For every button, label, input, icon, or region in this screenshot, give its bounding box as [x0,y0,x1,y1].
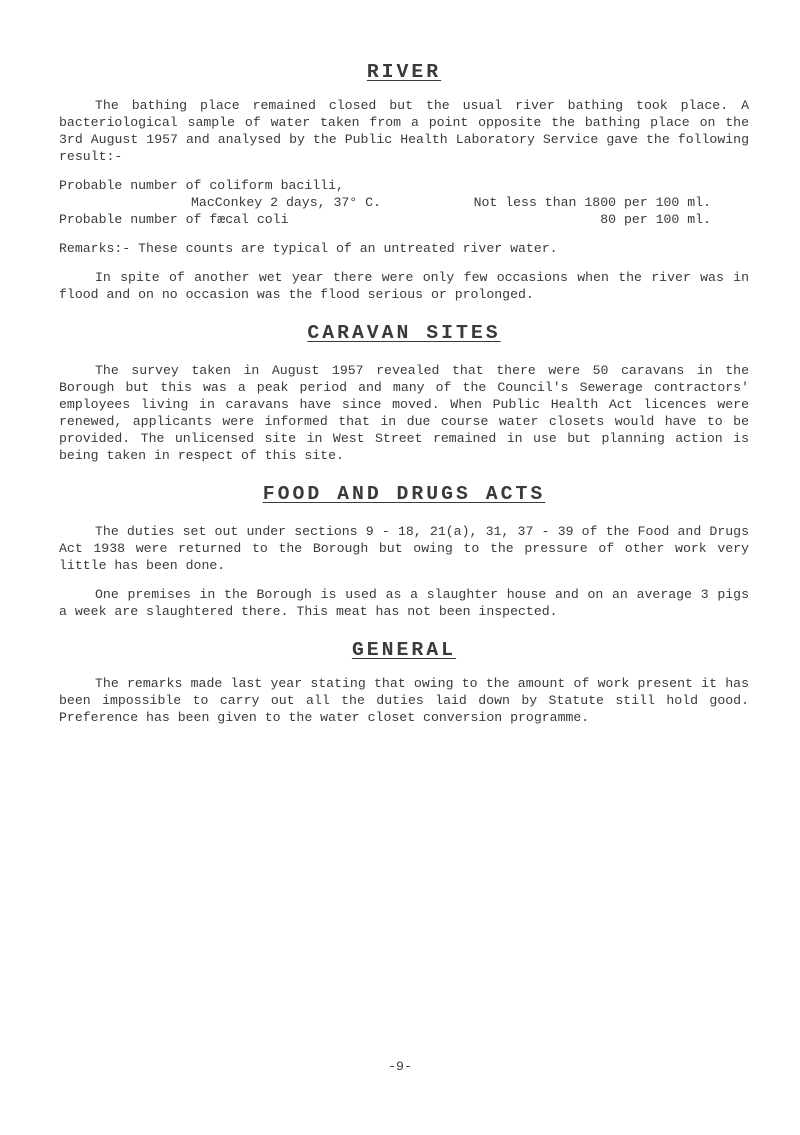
results-block [59,177,749,228]
river-remarks: Remarks:- These counts are typical of an untreated river water. [59,241,558,256]
coliform-label: Probable number of coliform bacilli, [59,178,344,193]
faecal-value: 80 per 100 ml. [600,212,711,227]
river-paragraph-1: The bathing place remained closed but the usual river bathing took place. A bacteriological sample of water taken from a point opposite the bathing place on the 3rd August 1957 and analysed by the Public Health Laboratory Service gave the following result:- [59,98,749,164]
river-heading: RIVER [366,61,442,83]
caravan-sites-heading: CARAVAN SITES [307,322,501,344]
coliform-value-row [59,194,749,211]
coliform-value: Not less than 1800 per 100 ml. [473,195,711,210]
faecal-label: Probable number of fæcal coli [59,212,289,227]
page-number: -9- [388,1059,412,1074]
coliform-label-row [59,177,749,194]
food-drugs-paragraph-2: One premises in the Borough is used as a slaughter house and on an average 3 pigs a week are slaughtered there. This meat has not been inspected. [59,587,749,619]
food-drugs-paragraph-1: The duties set out under sections 9 - 18, 21(a), 31, 37 - 39 of the Food and Drugs Act 1938 were returned to the Borough but owing to the pressure of other work very little has been done. [59,524,749,573]
food-drugs-heading: FOOD AND DRUGS ACTS [262,483,546,505]
coliform-medium: MacConkey 2 days, 37° C. [191,195,381,210]
caravan-paragraph-1: The survey taken in August 1957 revealed that there were 50 caravans in the Borough but this was a peak period and many of the Council's Sewerage contractors' employees living in caravans have since moved. When Public Health Act licences were renewed, applicants were informed that in due course water closets would have to be provided. The unlicensed site in West Street remained in use but planning action is being taken in respect of this site. [59,363,749,463]
river-paragraph-2: In spite of another wet year there were only few occasions when the river was in flood and on no occasion was the flood serious or prolonged. [59,270,749,302]
general-heading: GENERAL [351,639,457,661]
general-paragraph-1: The remarks made last year stating that owing to the amount of work present it has been impossible to carry out all the duties laid down by Statute still hold good. Preference has been given to the water closet conversion programme. [59,676,749,725]
document-page [59,61,749,726]
faecal-row [59,211,749,228]
